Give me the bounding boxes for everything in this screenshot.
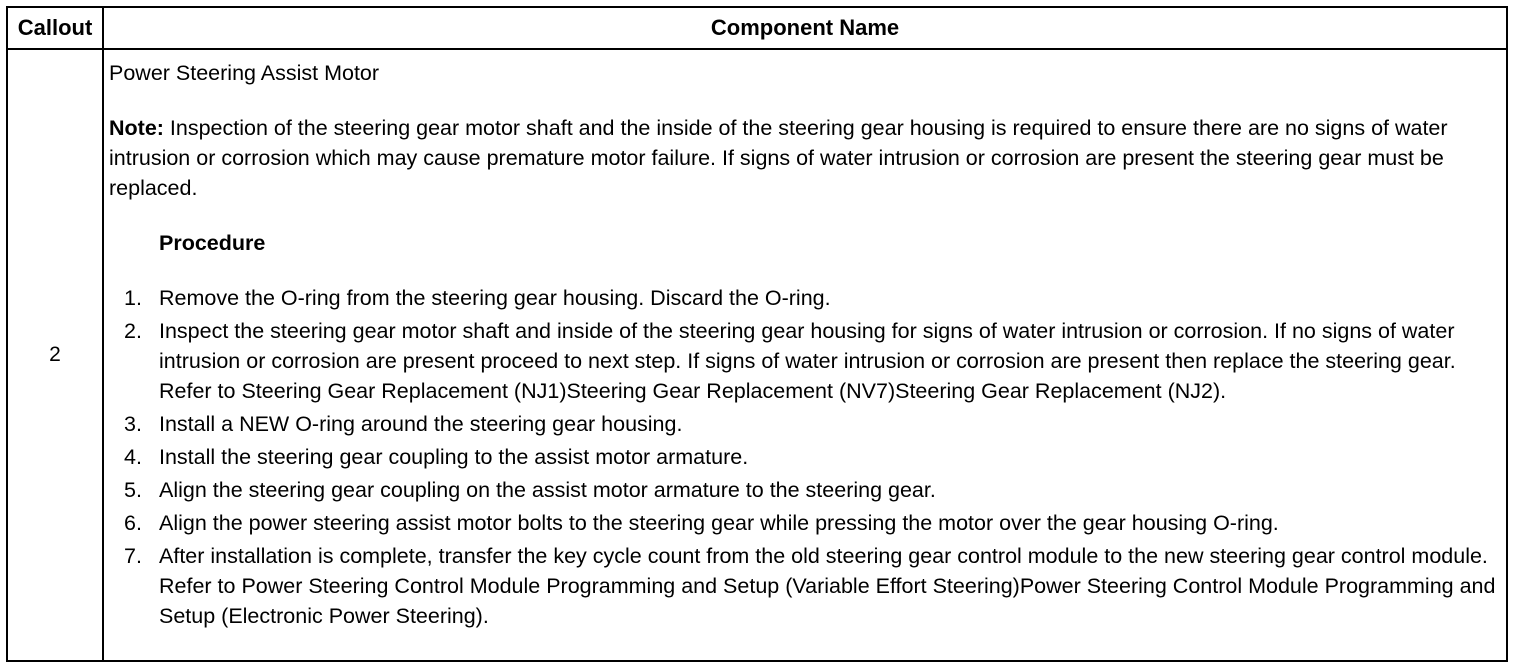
procedure-step (109, 283, 1500, 313)
component-cell (103, 49, 1507, 661)
procedure-step (109, 475, 1500, 505)
step-text: Install a NEW O-ring around the steering gear housing. (159, 412, 683, 436)
step-number: 2. (124, 319, 142, 343)
note-label: Note: (109, 116, 164, 140)
component-table (6, 6, 1508, 662)
step-number: 6. (124, 511, 142, 535)
step-number: 4. (124, 445, 142, 469)
callout-header: Callout (7, 7, 103, 49)
procedure-step (109, 508, 1500, 538)
procedure-step (109, 541, 1500, 631)
callout-cell: 2 (7, 49, 103, 661)
procedure-step (109, 409, 1500, 439)
step-number: 3. (124, 412, 142, 436)
step-text: Remove the O-ring from the steering gear housing. Discard the O-ring. (159, 286, 831, 310)
procedure-step (109, 316, 1500, 406)
procedure-heading: Procedure (159, 231, 266, 255)
step-text: After installation is complete, transfer the key cycle count from the old steering gear control module to the new steering gear control module. Refer to Power Steering Control Module Programming and Setup (Variable Effort Steering)Power Steering Control Module Programming and Setup (Electronic Power Steering). (159, 544, 1496, 628)
step-text: Inspect the steering gear motor shaft and inside of the steering gear housing for signs of water intrusion or corrosion. If no signs of water intrusion or corrosion are present proceed to next step. If signs of water intrusion or corrosion are present then replace the steering gear. Refer to Steering Gear Replacement (NJ1)Steering Gear Replacement (NV7)Steering Gear Replacement (NJ2). (159, 319, 1456, 403)
procedure-step (109, 442, 1500, 472)
step-number: 5. (124, 478, 142, 502)
component-name: Power Steering Assist Motor (109, 61, 380, 85)
step-text: Align the steering gear coupling on the assist motor armature to the steering gear. (159, 478, 936, 502)
table-row (7, 49, 1507, 661)
procedure-steps (109, 283, 1500, 631)
step-text: Align the power steering assist motor bolts to the steering gear while pressing the motor over the gear housing O-ring. (159, 511, 1279, 535)
note-paragraph (109, 113, 1500, 203)
component-name-header: Component Name (103, 7, 1507, 49)
header-row (7, 7, 1507, 49)
step-number: 7. (124, 544, 142, 568)
step-number: 1. (124, 286, 142, 310)
step-text: Install the steering gear coupling to the assist motor armature. (159, 445, 749, 469)
note-text: Inspection of the steering gear motor shaft and the inside of the steering gear housing is required to ensure there are no signs of water intrusion or corrosion which may cause premature motor failure. If signs of water intrusion or corrosion are present the steering gear must be replaced. (109, 116, 1448, 200)
